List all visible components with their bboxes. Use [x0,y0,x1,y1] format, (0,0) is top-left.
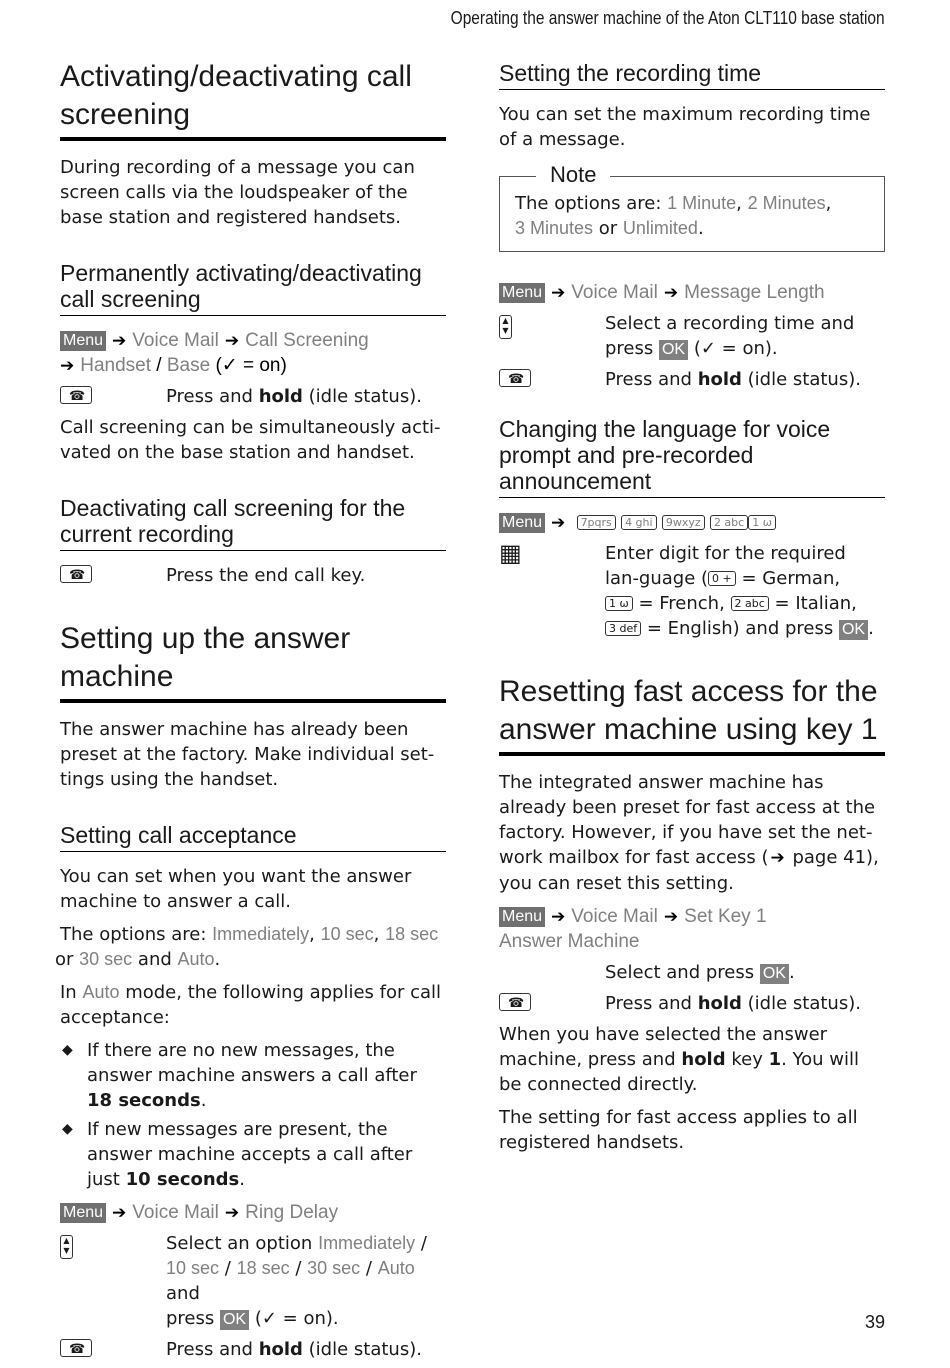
ok-key: OK [760,964,789,984]
ok-key: OK [659,340,688,360]
para-when-selected: When you have selected the answer machine, press and hold key 1. You will be connected directly. [499,1024,860,1095]
para-auto-mode: In Auto mode, the following applies for call acceptance: [60,982,442,1028]
heading-reset-fast-access: Resetting fast access for the answer machine using key 1 [499,673,885,756]
para-simultaneous: Call screening can be simultaneously acti-vated on the base station and handset. [60,417,441,463]
para-options: The options are: Immediately, 10 sec, 18 sec or 30 sec and Auto. [55,924,439,970]
ok-key: OK [220,1310,249,1330]
heading-deactivate-current: Deactivating call screening for the current recording [60,495,446,551]
para-fast-access: The setting for fast access applies to all registered handsets. [499,1107,858,1153]
keypad-icon: ▦ [499,539,522,567]
step-press-hold: ☎ Press and hold (idle status). [60,384,446,409]
para-setup: The answer machine has already been preset at the factory. Make individual set-tings using the handset. [60,719,435,790]
heading-call-acceptance: Setting call acceptance [60,822,446,852]
arrow-icon: ➔ [224,1203,240,1222]
note-label: Note [536,161,610,189]
heading-call-screening: Activating/deactivating call screening [60,58,446,141]
key-1-icon: 1 ω [748,515,776,530]
menu-path-set-key: Menu ➔ Voice Mail ➔ Set Key 1 Answer Machine [499,906,767,952]
step-end-call: ☎ Press the end call key. [60,563,446,588]
list-item: ◆ If there are no new messages, the answer machine answers a call after 18 seconds. [60,1038,446,1113]
ok-key: OK [839,620,868,640]
menu-path-ring-delay: Menu ➔ Voice Mail ➔ Ring Delay [60,1200,446,1225]
heading-permanent-screening: Permanently activating/deactivating call screening [60,260,446,316]
step-select-press: Select and press OK . [605,962,795,983]
arrow-icon: ➔ [770,848,785,868]
step-press-hold: ☎ Press and hold (idle status). [60,1337,446,1362]
menu-path-call-screening: Menu ➔ Voice Mail ➔ Call Screening ➔ Handset / Base (✓ = on) [60,330,369,376]
arrow-icon: ➔ [551,513,566,532]
arrow-icon: ➔ [60,356,75,375]
menu-key: Menu [499,513,545,533]
arrow-icon: ➔ [112,1203,127,1222]
heading-recording-time: Setting the recording time [499,58,885,90]
key-7-icon: 7pqrs [577,515,616,530]
arrow-icon: ➔ [112,331,127,350]
running-header: Operating the answer machine of the Aton CLT110 base station [450,8,885,28]
key-sequence-language [499,510,885,535]
note-box: Note The options are: 1 Minute, 2 Minutes, 3 Minutes or Unlimited. [499,176,885,252]
end-call-key-icon [499,993,531,1011]
right-column [499,58,885,1163]
heading-setup-answer-machine: Setting up the answer machine [60,620,446,703]
end-call-key-icon [499,369,531,387]
key-2-icon: 2 abc [710,515,748,530]
end-call-key-icon [60,1339,92,1357]
arrow-icon: ➔ [551,907,566,926]
key-9-icon: 9wxyz [662,515,705,530]
nav-key-icon: ▲ ▼ [60,1235,73,1259]
para-reset: The integrated answer machine has already been preset for fast access at the factory. However, if you have set the net-work mailbox for fast access ( ➔ page 41), you can reset this setting. [499,772,879,894]
left-column [55,58,446,1368]
para-recording-time: You can set the maximum recording time of a message. [499,104,871,150]
nav-key-icon: ▲ ▼ [499,315,512,339]
para-screening: During recording of a message you can screen calls via the loudspeaker of the base station and registered handsets. [60,157,415,228]
menu-key: Menu [499,907,545,927]
step-press-hold: ☎ Press and hold (idle status). [499,991,885,1016]
bullet-list [60,1038,446,1192]
step-press-hold: ☎ Press and hold (idle status). [499,367,885,392]
page-number: 39 [864,1312,885,1332]
menu-key: Menu [60,1203,106,1223]
end-call-key-icon [60,386,92,404]
para-accept: You can set when you want the answer machine to answer a call. [60,866,412,912]
list-item: ◆ If new messages are present, the answer machine accepts a call after just 10 seconds. [60,1117,446,1192]
arrow-icon: ➔ [224,331,240,350]
arrow-icon: ➔ [551,283,566,302]
arrow-icon: ➔ [663,283,679,302]
step-select-recording-time: ▲ ▼ Select a recording time and press OK (✓ = on). [499,311,885,361]
end-call-key-icon [60,565,92,583]
step-enter-digit: ▦ Enter digit for the required lan-guage ( 0 + = German, 1 ω = French, 2 abc = Italian, 3 def = English) and press OK . [499,539,874,639]
arrow-icon: ➔ [663,907,679,926]
step-select-option: ▲ ▼ Select an option Immediately / 10 sec / 18 sec / 30 sec / Auto and press OK (✓ = on). [60,1231,446,1331]
menu-path-message-length: Menu ➔ Voice Mail ➔ Message Length [499,280,885,305]
heading-change-language: Changing the language for voice prompt and pre-recorded announcement [499,416,885,498]
key-4-icon: 4 ghi [621,515,657,530]
menu-key: Menu [60,331,106,351]
menu-key: Menu [499,283,545,303]
